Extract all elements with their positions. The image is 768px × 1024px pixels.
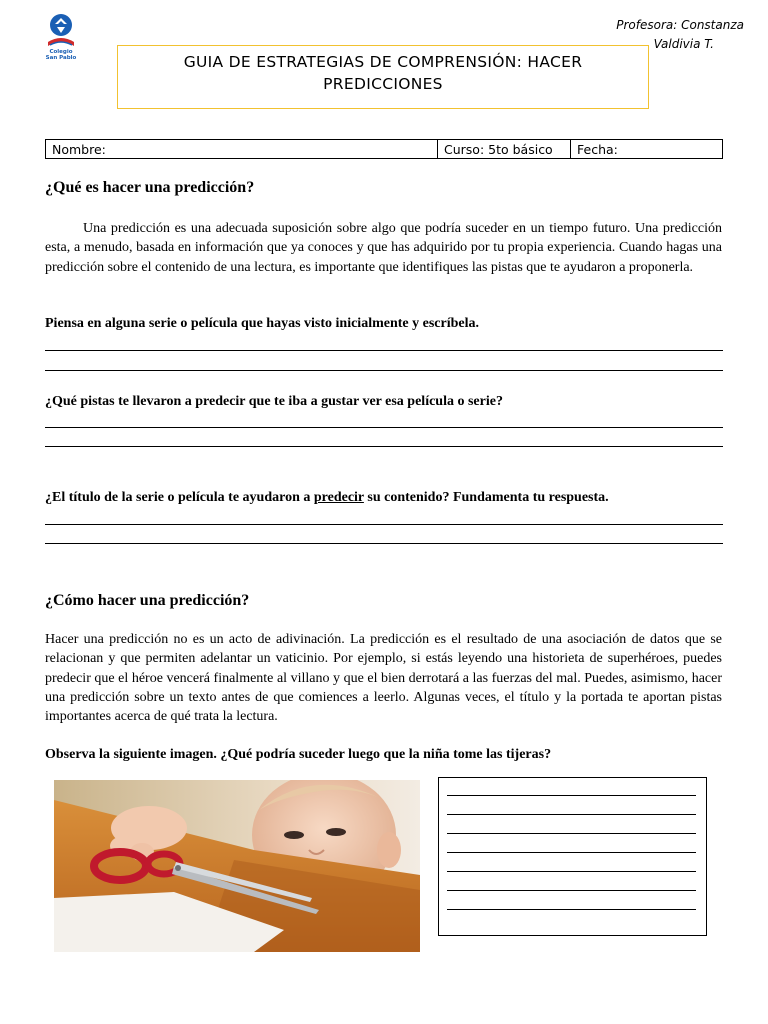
student-info-table [45, 139, 723, 159]
svg-text:Colegio: Colegio [49, 49, 73, 55]
title-line-2: PREDICCIONES [323, 75, 443, 93]
answer-line[interactable] [45, 427, 723, 428]
question-3-end: su contenido? Fundamenta tu respuesta. [363, 490, 609, 505]
question-2: ¿Qué pistas te llevaron a predecir que te iba a gustar ver esa película o serie? [45, 394, 503, 409]
question-3-start: ¿El título de la serie o película te ayudaron a [45, 490, 314, 505]
answer-line[interactable] [45, 370, 723, 371]
school-logo [42, 12, 80, 62]
answer-line[interactable] [45, 524, 723, 525]
answer-line[interactable] [447, 795, 696, 796]
answer-box[interactable] [438, 777, 707, 936]
title-line-1: GUIA DE ESTRATEGIAS DE COMPRENSIÓN: HACER [183, 53, 583, 71]
section1-paragraph: Una predicción es una adecuada suposición sobre algo que podría suceder en un tiempo futuro. Una predicción esta, a menudo, basada en información que ya conoces y que has adquirido por tu propia experiencia. Cuando hagas una predicción sobre el contenido de una lectura, es importante que identifiques las pistas que te ayudaron a proponerla. [45, 221, 722, 275]
answer-line[interactable] [45, 350, 723, 351]
section2-paragraph: Hacer una predicción no es un acto de adivinación. La predicción es el resultado de una asociación de datos que se relacionan y que permiten adelantar un vaticinio. Por ejemplo, si estás leyendo una historieta de superhéroes, puedes predecir que el héroe vencerá finalmente al villano y que el bien derrotará a las fuerzas del mal. Puedes, asimismo, hacer una predicción sobre un texto antes de que comiences a leerlo. Algunas veces, el título y la portada te aportan pistas importantes acerca de qué trata la lectura. [45, 632, 722, 725]
answer-line[interactable] [45, 446, 723, 447]
title-box [117, 45, 649, 109]
question-1: Piensa en alguna serie o película que hayas visto inicialmente y escríbela. [45, 316, 479, 331]
date-field[interactable]: Fecha: [577, 142, 618, 157]
answer-line[interactable] [447, 890, 696, 891]
section-heading-how-to-predict: ¿Cómo hacer una predicción? [45, 592, 250, 609]
teacher-line-2: Valdivia T. [653, 37, 714, 51]
answer-line[interactable] [45, 543, 723, 544]
course-field: Curso: 5to básico [438, 140, 571, 158]
question-4: Observa la siguiente imagen. ¿Qué podría suceder luego que la niña tome las tijeras? [45, 747, 552, 762]
answer-line[interactable] [447, 871, 696, 872]
answer-line[interactable] [447, 909, 696, 910]
svg-text:San Pablo: San Pablo [45, 55, 77, 61]
answer-line[interactable] [447, 833, 696, 834]
teacher-line-1: Profesora: Constanza [616, 18, 744, 32]
name-field[interactable]: Nombre: [46, 140, 438, 158]
question-3 [45, 490, 609, 506]
section-heading-what-is-prediction: ¿Qué es hacer una predicción? [45, 179, 255, 196]
baby-scissors-photo [54, 780, 420, 952]
question-3-underlined: predecir [313, 490, 364, 505]
answer-line[interactable] [447, 814, 696, 815]
answer-line[interactable] [447, 852, 696, 853]
